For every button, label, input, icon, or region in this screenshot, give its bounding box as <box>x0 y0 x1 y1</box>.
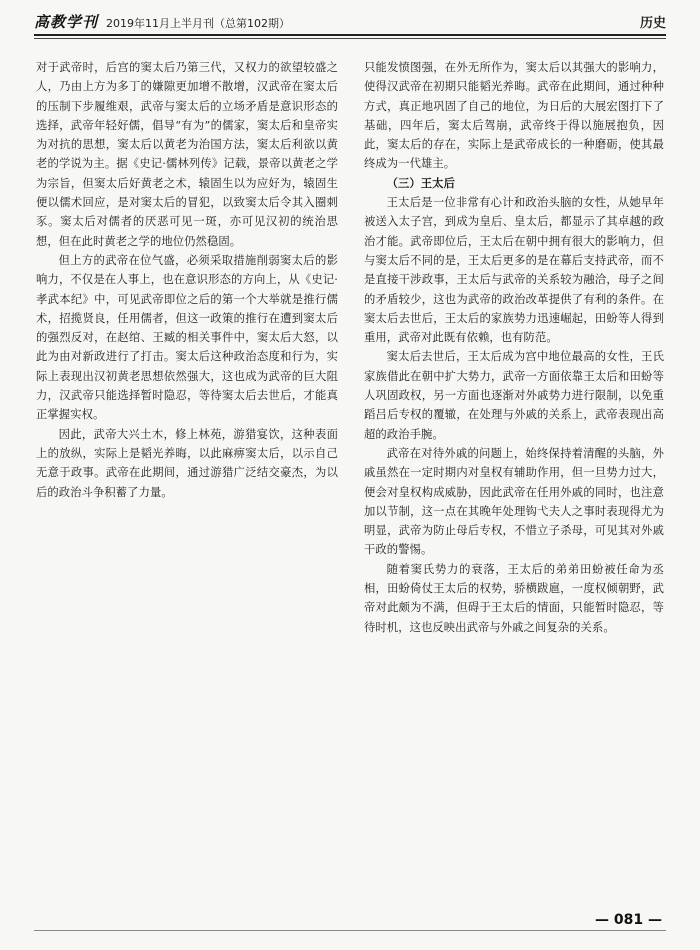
issue-info: 2019年11月上半月刊（总第102期） <box>106 17 291 30</box>
page-number: — 081 — <box>595 912 662 928</box>
paragraph: 武帝在对待外戚的问题上，始终保持着清醒的头脑，外戚虽然在一定时期内对皇权有辅助作用，但一旦势力过大，便会对皇权构成威胁，因此武帝在任用外戚的同时，也注意加以节制，这一点在其晚年处理钩弋夫人之事时表现得尤为明显，武帝为防止母后专权，不惜立子杀母，可见其对外戚干政的警惕。 <box>364 446 664 557</box>
running-header <box>34 10 666 32</box>
journal-logo: 高教学刊 <box>34 13 99 31</box>
paragraph: 王太后是一位非常有心计和政治头脑的女性，从她早年被送入太子宫，到成为皇后、皇太后，都显示了其卓越的政治才能。武帝即位后，王太后在朝中拥有很大的影响力，但与窦太后不同的是，王太后更多的是在幕后支持武帝，而不是直接干涉政事，王太后与武帝的关系较为融洽，母子之间的矛盾较少，这也为武帝的政治改革提供了有利的条件。在窦太后去世后，王太后的家族势力迅速崛起，田蚡等人得到重用，武帝对此既有依赖，也有防范。 <box>364 196 664 345</box>
footer-rule <box>34 930 666 931</box>
header-rule-thin <box>34 38 666 39</box>
paragraph: 因此，武帝大兴土木，修上林苑，游猎宴饮，这种表面上的放纵，实际上是韬光养晦，以此麻痹窦太后，以示自己无意于政事。武帝在此期间，通过游猎广泛结交豪杰，为以后的政治斗争积蓄了力量。 <box>36 427 338 499</box>
left-column <box>36 58 338 502</box>
paragraph: 但上方的武帝在位气盛，必须采取措施削弱窦太后的影响力，不仅是在人事上，也在意识形态的方向上，从《史记·孝武本纪》中，可见武帝即位之后的第一个大举就是推行儒术，招揽贤良，任用儒者，但这一政策的推行在遭到窦太后的强烈反对，在赵绾、王臧的相关事件中，窦太后大怒，以此为由对新政进行了打击。窦太后这种政治态度和行为，实际上表现出汉初黄老思想依然强大，这也成为武帝的巨大阻力，汉武帝只能选择暂时隐忍，等待窦太后去世后，才能真正掌握实权。 <box>36 253 338 422</box>
paragraph: 只能发愤图强，在外无所作为，窦太后以其强大的影响力，使得汉武帝在初期只能韬光养晦。武帝在此期间，通过种种方式，真正地巩固了自己的地位，为日后的大展宏图打下了基础，四年后，窦太后驾崩，武帝终于得以施展抱负，因此，窦太后的存在，实际上是武帝成长的一种磨砺，使其最终成为一代雄主。 <box>364 61 664 171</box>
subsection-heading: （三）王太后 <box>386 175 455 190</box>
right-column <box>364 58 664 637</box>
paragraph: 随着窦氏势力的衰落，王太后的弟弟田蚡被任命为丞相，田蚡倚仗王太后的权势，骄横跋扈，一度权倾朝野，武帝对此颇为不满，但碍于王太后的情面，只能暂时隐忍，等待时机，这也反映出武帝与外戚之间复杂的关系。 <box>364 562 664 634</box>
header-left <box>34 11 290 32</box>
header-rule-thick <box>34 34 666 36</box>
section-label: 历史 <box>639 16 666 31</box>
paragraph: 对于武帝时，后宫的窦太后乃第三代，又权力的欲望较盛之人，乃由上方为多丁的嫌隙更加增不散增，汉武帝在窦太后的压制下步履维艰，武帝与窦太后的立场矛盾是意识形态的选择，武帝年轻好儒，倡导“有为”的儒家，窦太后和皇帝实为对抗的思想，窦太后以黄老为治国方法，窦太后利欲以黄老的学说为主。据《史记·儒林列传》记载，景帝以黄老之学为宗旨，但窦太后好黄老之术，辕固生以为应好为，辕固生便以儒术回应，是对窦太后的冒犯，以致窦太后令其入圈刺豕。窦太后对儒者的厌恶可见一斑，亦可见汉初的统治思想，但在此时黄老之学的地位仍然稳固。 <box>36 61 338 248</box>
paragraph: 窦太后去世后，王太后成为宫中地位最高的女性，王氏家族借此在朝中扩大势力，武帝一方面依靠王太后和田蚡等人巩固政权，另一方面也逐渐对外戚势力进行限制，以免重蹈吕后专权的覆辙，在处理与外戚的关系上，武帝表现出高超的政治手腕。 <box>364 350 664 441</box>
